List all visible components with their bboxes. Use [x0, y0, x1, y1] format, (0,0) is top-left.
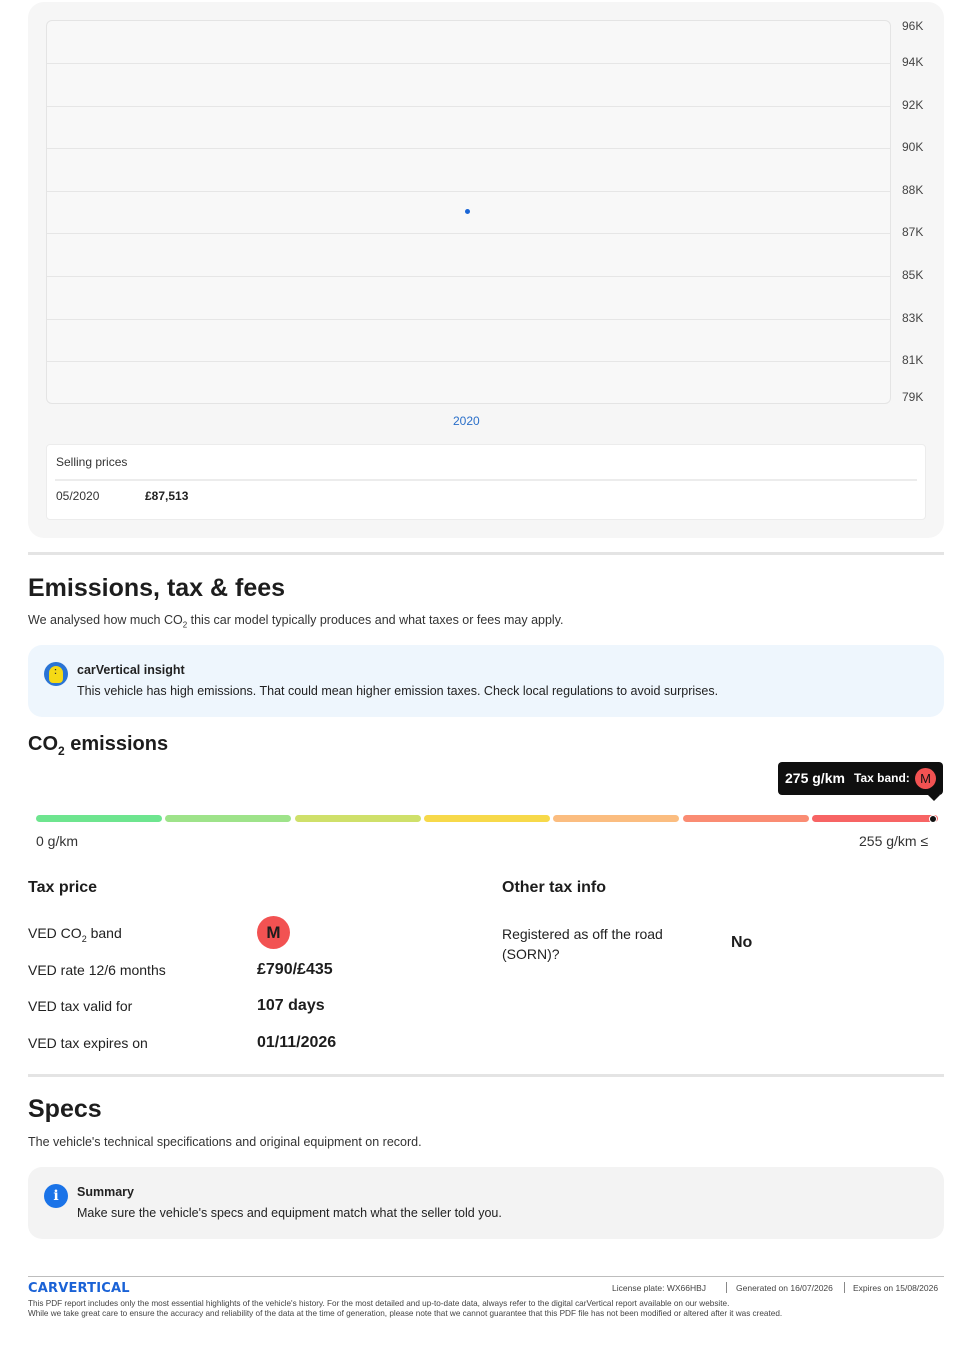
- co2-band-segment: [812, 815, 938, 822]
- co2-band-segment: [424, 815, 550, 822]
- data-point[interactable]: [465, 209, 470, 214]
- co2-band-segment: [553, 815, 679, 822]
- summary-title: Summary: [77, 1185, 134, 1199]
- y-tick-label: 96K: [902, 19, 924, 33]
- specs-description: The vehicle's technical specifications and original equipment on record.: [28, 1135, 422, 1149]
- gridline: [47, 319, 890, 320]
- co2-value: 275 g/km: [785, 770, 845, 786]
- sale-date: 05/2020: [56, 489, 100, 503]
- gridline: [47, 63, 890, 64]
- co2-band-segment: [683, 815, 809, 822]
- price-history-card: [28, 2, 944, 538]
- scale-max-label: 255 g/km ≤: [859, 833, 929, 849]
- info-icon: i: [44, 1184, 68, 1208]
- summary-body: Make sure the vehicle's specs and equipment match what the seller told you.: [77, 1206, 502, 1220]
- gridline: [47, 191, 890, 192]
- section-divider: [28, 1074, 944, 1077]
- co2-band-segment: [295, 815, 421, 822]
- selling-prices-table: [46, 444, 926, 520]
- selling-prices-header: Selling prices: [56, 455, 128, 469]
- insight-body: This vehicle has high emissions. That could mean higher emission taxes. Check local regulations to avoid surprises.: [77, 684, 719, 698]
- gridline: [47, 361, 890, 362]
- specs-summary-box: [28, 1167, 944, 1239]
- sale-price: £87,513: [145, 489, 189, 503]
- y-tick-label: 90K: [902, 140, 924, 154]
- gridline: [47, 106, 890, 107]
- mascot-icon: [44, 662, 68, 686]
- ved-expires-label: VED tax expires on: [28, 1035, 148, 1051]
- carvertical-insight-box: [28, 645, 944, 717]
- co2-band-segment: [165, 815, 291, 822]
- tax-band-badge: M: [915, 768, 936, 789]
- price-chart-plot: [46, 20, 891, 404]
- y-tick-label: 81K: [902, 353, 924, 367]
- co2-value-tooltip: [778, 762, 943, 795]
- footer-disclaimer-2: While we take great care to ensure the accuracy and reliability of the data at the time of generation, please note that we cannot guarantee that this PDF file has not been modified or altered after it was created.: [28, 1309, 783, 1318]
- co2-band-segment: [36, 815, 162, 822]
- co2-emissions-title: $CO_2$ emissions: [28, 733, 169, 758]
- table-divider: [55, 479, 917, 481]
- carvertical-logo: CARVERTICAL: [28, 1281, 130, 1296]
- gridline: [47, 276, 890, 277]
- gridline: [47, 148, 890, 149]
- y-tick-label: 94K: [902, 55, 924, 69]
- y-tick-label: 85K: [902, 268, 924, 282]
- ved-valid-label: VED tax valid for: [28, 998, 133, 1014]
- sorn-value: No: [731, 934, 753, 951]
- scale-min-label: 0 g/km: [36, 833, 79, 849]
- footer-disclaimer-1: This PDF report includes only the most essential highlights of the vehicle's history. For the most detailed and up-to-date data, always refer to the digital carVertical report available on our website.: [28, 1299, 730, 1308]
- ved-expires-value: 01/11/2026: [257, 1034, 337, 1051]
- x-tick-label: 2020: [453, 414, 480, 428]
- ved-rate-value: £790/£435: [257, 961, 333, 978]
- ved-band-badge: M: [257, 916, 290, 949]
- emissions-description: We analysed how much $CO_2$ this car model typically produces and what taxes or fees may apply.: [28, 613, 564, 630]
- y-tick-label: 87K: [902, 225, 924, 239]
- meta-separator: [844, 1282, 845, 1293]
- generated-date: Generated on 16/07/2026: [736, 1283, 833, 1293]
- sorn-label: Registered as off the road (SORN)?: [502, 926, 663, 962]
- ved-valid-value: 107 days: [257, 997, 325, 1014]
- gridline: [47, 233, 890, 234]
- y-tick-label: 83K: [902, 311, 924, 325]
- expires-date: Expires on 15/08/2026: [853, 1283, 939, 1293]
- other-tax-title: Other tax info: [502, 879, 607, 896]
- section-divider: [28, 552, 944, 555]
- specs-section-title: Specs: [28, 1095, 102, 1123]
- y-tick-label: 79K: [902, 390, 924, 404]
- y-tick-label: 88K: [902, 183, 924, 197]
- tax-price-title: Tax price: [28, 879, 98, 896]
- ved-band-label: VED $CO_2$ band: [28, 925, 122, 944]
- emissions-section-title: Emissions, tax & fees: [28, 574, 286, 602]
- ved-rate-label: VED rate 12/6 months: [28, 962, 166, 978]
- co2-marker: [929, 815, 937, 823]
- license-plate: License plate: WX66HBJ: [612, 1283, 707, 1293]
- footer-divider: [28, 1276, 944, 1277]
- insight-title: carVertical insight: [77, 663, 185, 677]
- tax-band-label: Tax band:: [854, 771, 910, 785]
- y-tick-label: 92K: [902, 98, 924, 112]
- meta-separator: [726, 1282, 727, 1293]
